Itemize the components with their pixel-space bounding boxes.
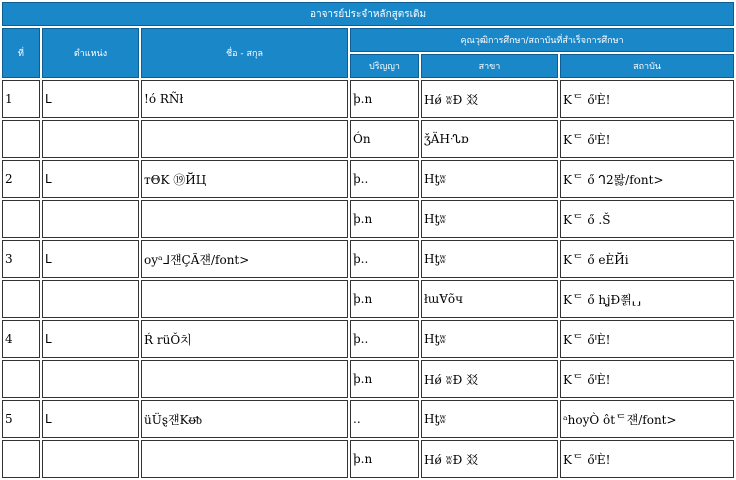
- cell-major: ǯÄHᔗɒ: [421, 120, 558, 158]
- cell-position: ᒪ: [42, 80, 139, 118]
- cell-no: 1: [2, 80, 40, 118]
- table-row: [2, 200, 734, 238]
- cell-institution: Kᄃ őᑊÈ!: [560, 320, 734, 358]
- header-position: ตำแหน่ง: [42, 28, 139, 78]
- cell-name: [141, 200, 348, 238]
- cell-degree: ϸ.n: [350, 440, 419, 478]
- header-institution: สถาบัน: [560, 54, 734, 78]
- header-degree: ปริญญา: [350, 54, 419, 78]
- cell-major: Hǿ ʬĐ 㸚: [421, 360, 558, 398]
- header-name: ชื่อ - สกุล: [141, 28, 348, 78]
- cell-no: [2, 200, 40, 238]
- cell-name: [141, 280, 348, 318]
- table-row: [2, 280, 734, 318]
- cell-position: [42, 360, 139, 398]
- cell-institution: Kᄃ őᑊÈ!: [560, 80, 734, 118]
- cell-degree: ϸ.n: [350, 360, 419, 398]
- cell-degree: ϸ.n: [350, 200, 419, 238]
- cell-degree: ϸ.n: [350, 280, 419, 318]
- header-row-top: [2, 28, 734, 52]
- cell-degree: ϸ.n: [350, 80, 419, 118]
- cell-position: ᒪ: [42, 160, 139, 198]
- cell-degree: ϸ..: [350, 240, 419, 278]
- cell-institution: Kᄃ őᑊÈ!: [560, 120, 734, 158]
- cell-position: [42, 280, 139, 318]
- table-title: อาจารย์ประจำหลักสูตรเดิม: [2, 2, 734, 26]
- cell-degree: Ón: [350, 120, 419, 158]
- cell-name: üÜȿ쟨Kᵿᵬ: [141, 400, 348, 438]
- cell-degree: ..: [350, 400, 419, 438]
- cell-position: ᒪ: [42, 320, 139, 358]
- cell-name: [141, 440, 348, 478]
- cell-institution: Kᄃ őᑊÈ!: [560, 360, 734, 398]
- cell-institution: Kᄃ ő eÈЙi: [560, 240, 734, 278]
- cell-degree: ϸ..: [350, 320, 419, 358]
- title-row: [2, 2, 734, 26]
- table-row: [2, 160, 734, 198]
- cell-no: 4: [2, 320, 40, 358]
- cell-no: [2, 120, 40, 158]
- table-row: [2, 240, 734, 278]
- cell-major: łɯⱯõч: [421, 280, 558, 318]
- cell-no: [2, 280, 40, 318]
- cell-major: Hƫʬ: [421, 160, 558, 198]
- cell-no: 2: [2, 160, 40, 198]
- header-no: ที่: [2, 28, 40, 78]
- cell-major: Hƫʬ: [421, 200, 558, 238]
- cell-position: [42, 440, 139, 478]
- cell-name: oyᵃᒧ쟨ÇÃ쟨/font>: [141, 240, 348, 278]
- cell-institution: Kᄃ ő .Š: [560, 200, 734, 238]
- header-major: สาขา: [421, 54, 558, 78]
- cell-position: [42, 120, 139, 158]
- cell-no: [2, 360, 40, 398]
- cell-degree: ϸ..: [350, 160, 419, 198]
- table-row: [2, 360, 734, 398]
- header-education: คุณวุฒิการศึกษา/สถาบันที่สำเร็จการศึกษา: [350, 28, 734, 52]
- cell-no: 3: [2, 240, 40, 278]
- table-row: [2, 120, 734, 158]
- cell-position: ᒪ: [42, 240, 139, 278]
- cell-name: ᴛΘK ⑲ЙЦ: [141, 160, 348, 198]
- cell-major: Hǿ ʬĐ 㸚: [421, 440, 558, 478]
- table-row: [2, 80, 734, 118]
- cell-name: !ó RÑł: [141, 80, 348, 118]
- table-row: [2, 320, 734, 358]
- table-row: [2, 400, 734, 438]
- cell-institution: ᵃhoyÒ ôtᄃ쟨/font>: [560, 400, 734, 438]
- cell-position: [42, 200, 139, 238]
- cell-name: [141, 360, 348, 398]
- cell-no: 5: [2, 400, 40, 438]
- cell-major: Hǿ ʬĐ 㸚: [421, 80, 558, 118]
- cell-major: Hƫʬ: [421, 320, 558, 358]
- cell-major: Hƫʬ: [421, 240, 558, 278]
- cell-institution: Kᄃ ő hʝĐ쯹⸤⸥: [560, 280, 734, 318]
- cell-name: [141, 120, 348, 158]
- cell-institution: Kᄃ ő ᒉ2뫓/font>: [560, 160, 734, 198]
- cell-major: Hƫʬ: [421, 400, 558, 438]
- cell-position: ᒪ: [42, 400, 139, 438]
- cell-no: [2, 440, 40, 478]
- table-row: [2, 440, 734, 478]
- cell-institution: Kᄃ őᑊÈ!: [560, 440, 734, 478]
- cell-name: Ŕ rüǑ치: [141, 320, 348, 358]
